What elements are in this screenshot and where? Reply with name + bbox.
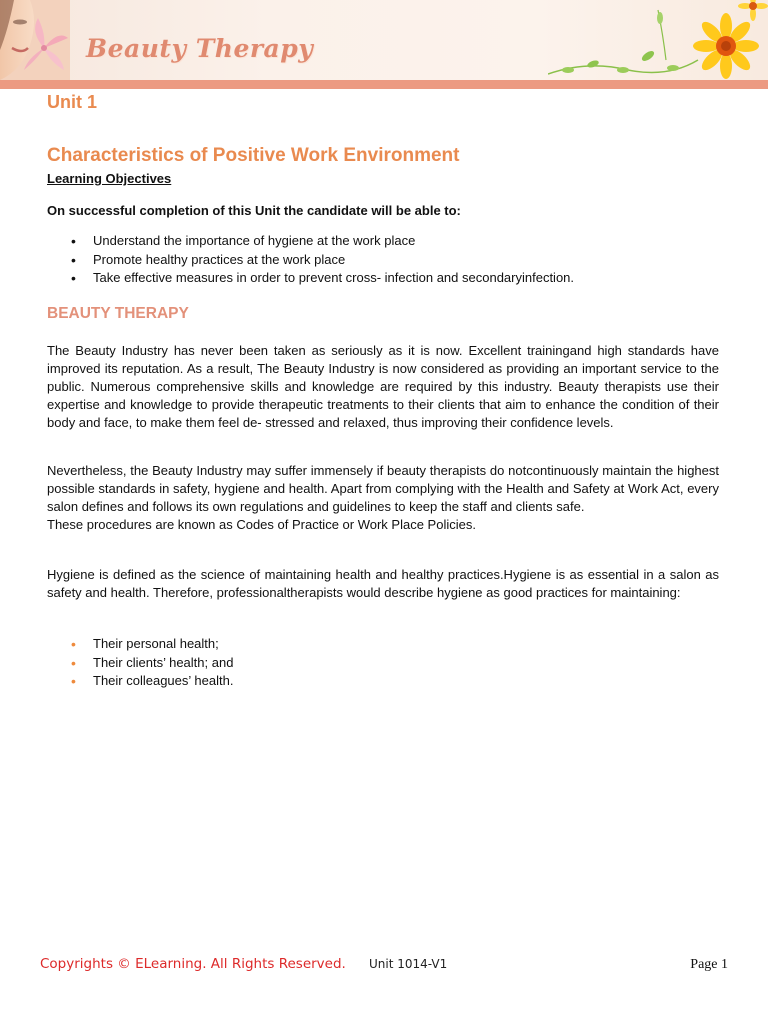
list-item: • Their colleagues’ health. xyxy=(47,672,233,691)
header-banner xyxy=(0,0,768,80)
learning-objectives-label: Learning Objectives xyxy=(47,171,172,186)
section-heading: BEAUTY THERAPY xyxy=(47,305,189,322)
objectives-intro: On successful completion of this Unit the candidate will be able to: xyxy=(47,203,461,218)
copyright-text: Copyrights © ELearning. All Rights Reserved. xyxy=(40,956,346,972)
list-item: • Promote healthy practices at the work place xyxy=(47,251,574,270)
page-footer xyxy=(40,956,730,976)
list-item: • Their personal health; xyxy=(47,635,233,654)
unit-title: Unit 1 xyxy=(47,92,98,112)
list-item: • Their clients’ health; and xyxy=(47,654,233,673)
paragraph-text: These procedures are known as Codes of Practice or Work Place Policies. xyxy=(47,517,476,532)
paragraph-text: Nevertheless, the Beauty Industry may suffer immensely if beauty therapists do notcontinuously maintain the highest possible standards in safety, hygiene and health. Apart from complying with the Health and Safety at Work Act, every salon defines and follows its own regulations and guidelines to keep the staff and clients safe. xyxy=(47,463,719,514)
header-stripe xyxy=(0,80,768,89)
paragraph xyxy=(47,462,719,534)
list-item: • Take effective measures in order to prevent cross- infection and secondaryinfection. xyxy=(47,269,574,288)
paragraph: The Beauty Industry has never been taken as seriously as it is now. Excellent trainingand high standards have improved its reputation. As a result, The Beauty Industry is now considered as providing an important service to the public. Numerous comprehensive skills and knowledge are required by this industry. Beauty therapists use their expertise and knowledge to provide therapeutic treatments to their clients that aim to enhance the condition of their body and face, to make them feel de- stressed and relaxed, thus improving their confidence levels. xyxy=(47,343,719,430)
banner-title: Beauty Therapy xyxy=(86,34,314,63)
list-item: • Understand the importance of hygiene at the work place xyxy=(47,232,574,251)
main-heading: Characteristics of Positive Work Environment xyxy=(47,145,460,166)
model-face-image xyxy=(0,0,70,80)
page-number: Page 1 xyxy=(690,957,728,972)
maintain-list xyxy=(47,635,233,691)
sunflower-decoration xyxy=(548,0,768,80)
paragraph: Hygiene is defined as the science of maintaining health and healthy practices.Hygiene is as essential in a salon as safety and health. Therefore, professionaltherapists would describe hygiene as good practices for maintaining: xyxy=(47,567,719,600)
objectives-list xyxy=(47,232,574,288)
unit-code: Unit 1014-V1 xyxy=(369,957,448,971)
